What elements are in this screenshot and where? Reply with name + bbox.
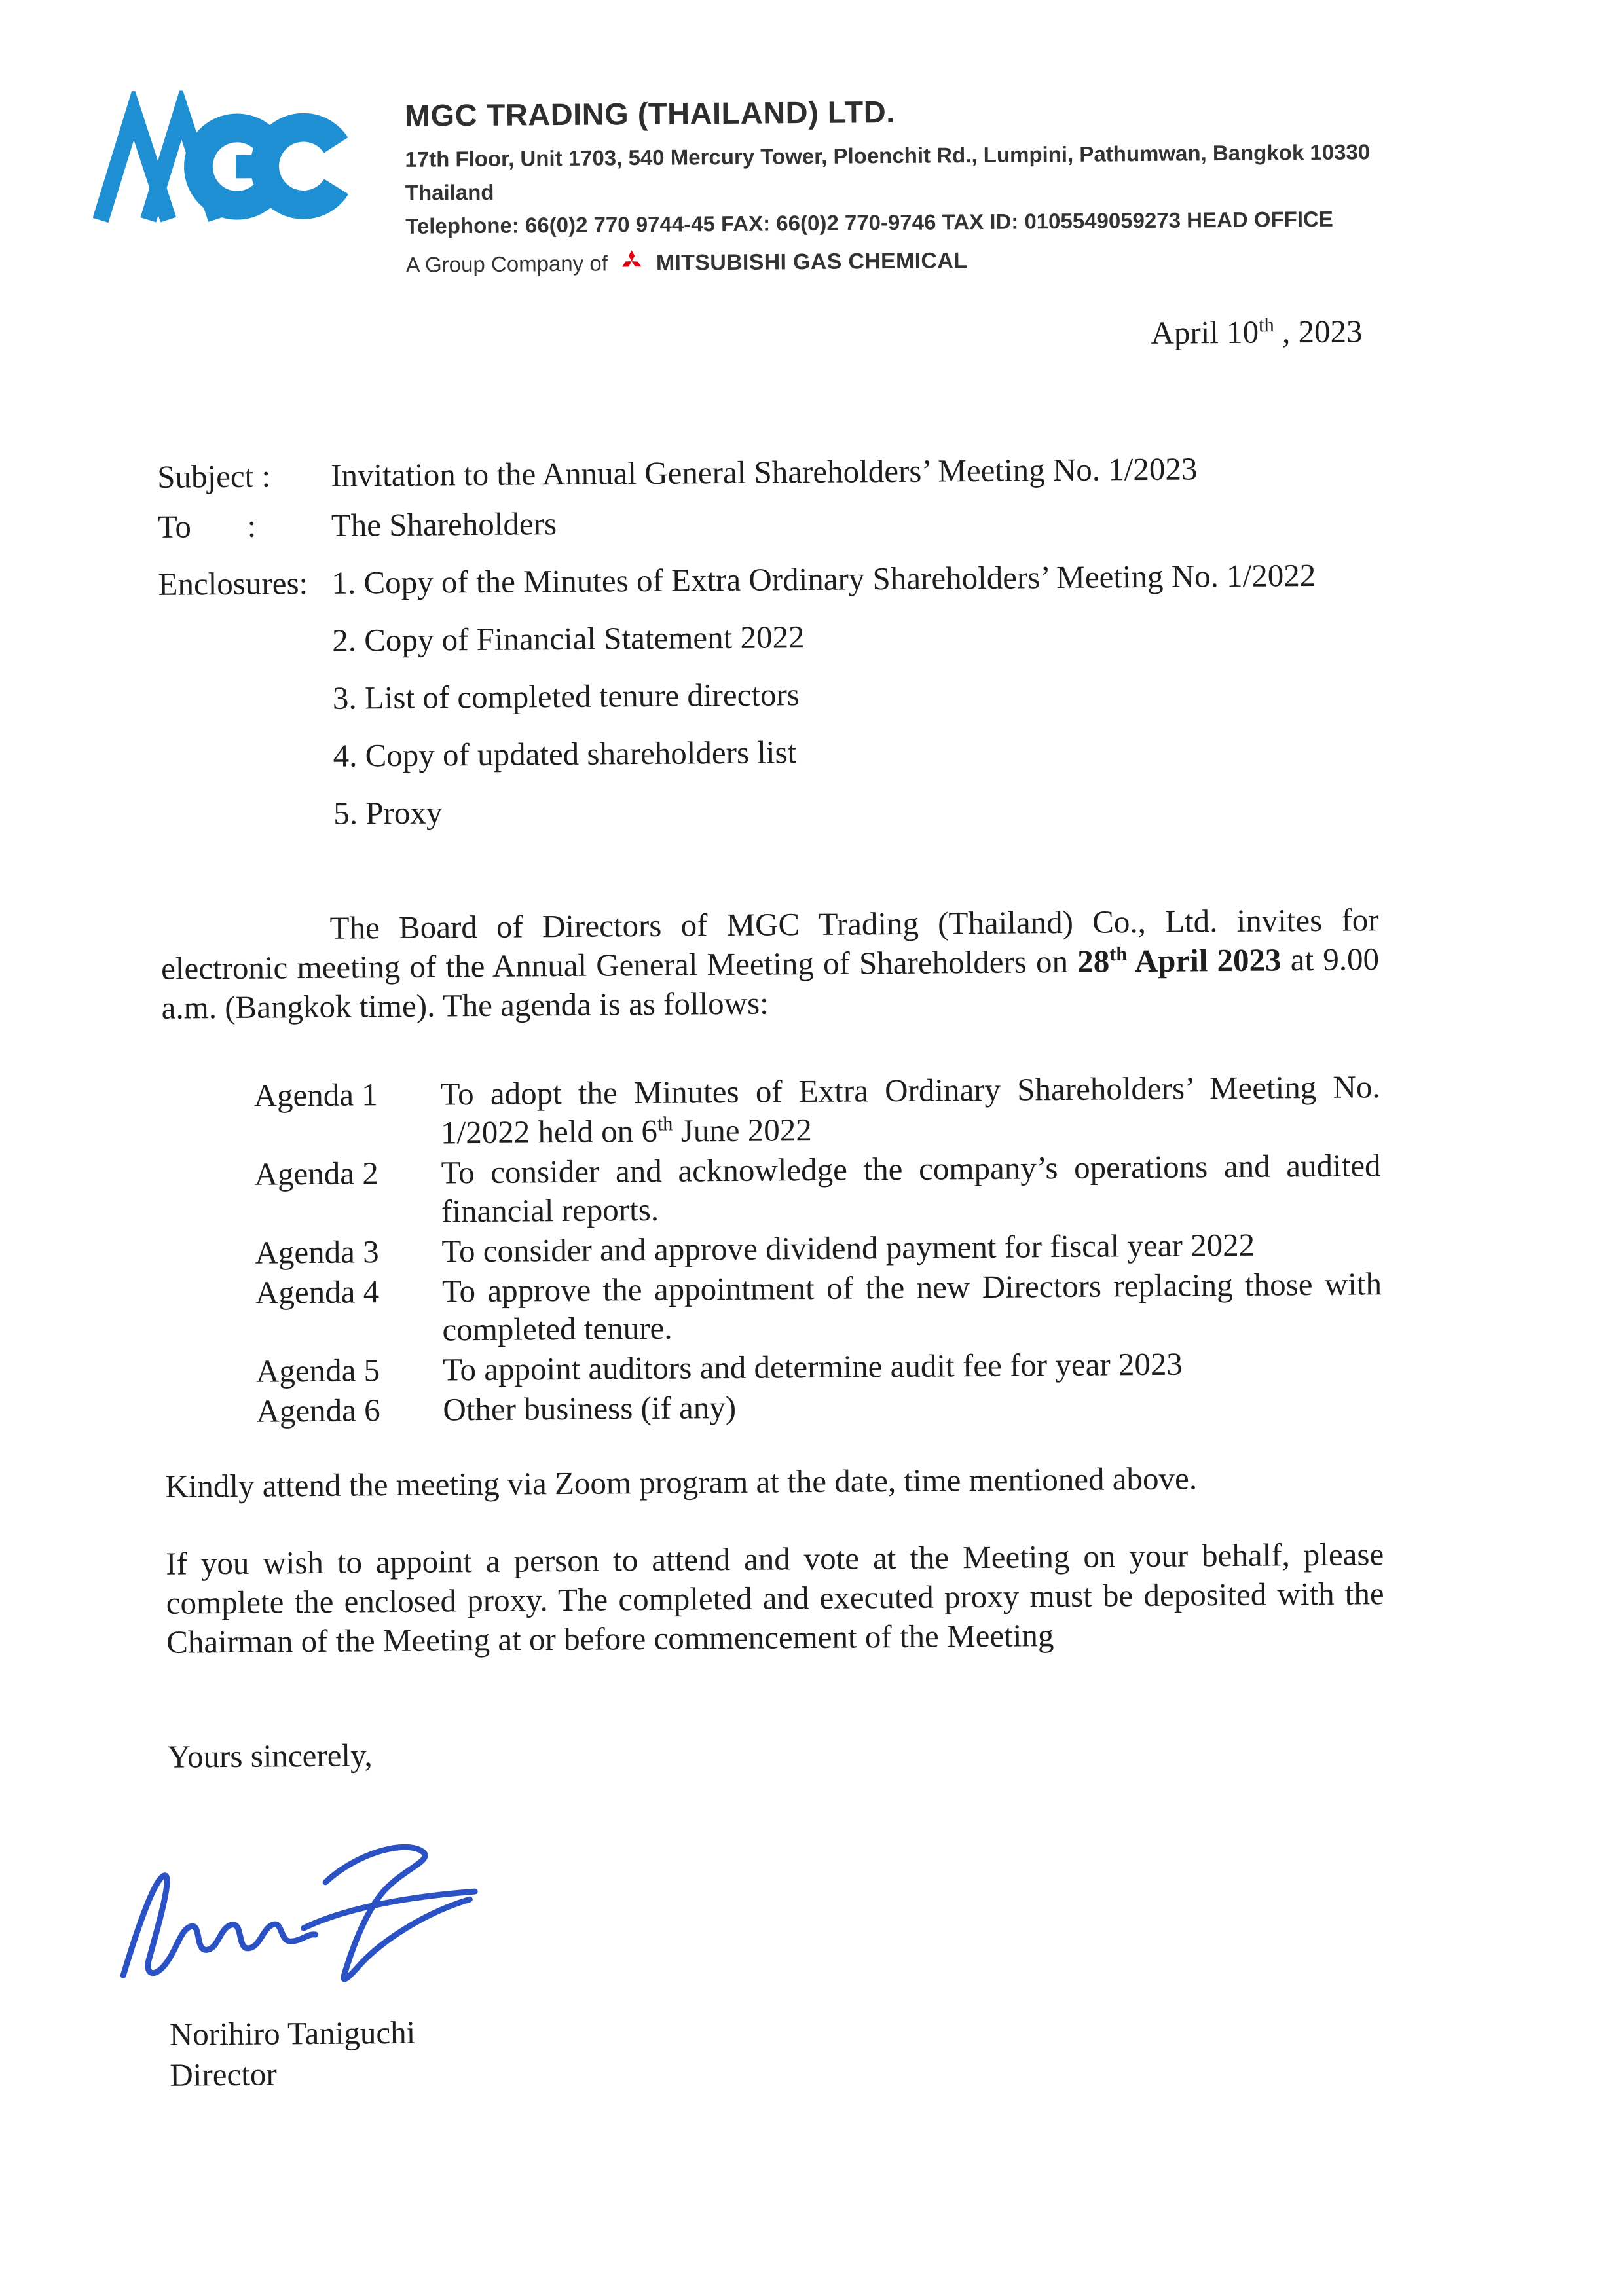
enclosures-spacer [158, 621, 332, 662]
agenda-label: Agenda 4 [255, 1273, 380, 1311]
enclosures-spacer [160, 794, 333, 835]
mitsubishi-diamond-top [629, 250, 635, 261]
company-name: MGC TRADING (THAILAND) LTD. [404, 94, 895, 133]
enclosure-item: 3. List of completed tenure directors [332, 676, 800, 716]
enclosure-item: 5. Proxy [333, 794, 443, 831]
agenda-item [256, 1383, 1382, 1430]
letterhead-text [405, 77, 1423, 282]
mgc-logo [92, 89, 359, 237]
agenda-ordinal: th [657, 1112, 673, 1135]
agenda-item [255, 1264, 1382, 1351]
agenda-list [253, 1067, 1382, 1430]
enclosure-item: 4. Copy of updated shareholders list [333, 734, 797, 774]
agenda-label: Agenda 1 [253, 1076, 378, 1114]
agenda-item [253, 1067, 1380, 1154]
enclosures-row [159, 670, 1377, 720]
agenda-text: To consider and acknowledge the company’s operations and audited financial reports. [441, 1147, 1381, 1230]
letter-body [156, 313, 1388, 2096]
enclosures-row [160, 786, 1378, 835]
intro-text-after: at 9.00 a.m. (Bangkok time). The agenda is as follows: [161, 941, 1380, 1026]
date-text: April 10 [1151, 314, 1259, 351]
kindly-paragraph: Kindly attend the meeting via Zoom program at the date, time mentioned above. [165, 1460, 1198, 1504]
group-company-name: MITSUBISHI GAS CHEMICAL [655, 247, 968, 276]
group-company-line [405, 240, 1422, 282]
valediction: Yours sincerely, [167, 1737, 373, 1775]
enclosures-row [159, 728, 1377, 777]
agenda-text: Other business (if any) [443, 1389, 737, 1428]
agenda-label: Agenda 6 [256, 1392, 380, 1429]
date-ordinal: th [1258, 314, 1274, 337]
intro-text: The Board of Directors of MGC Trading (Thailand) Co., Ltd. invites for electronic meeting of the Annual General Meeting of Shareholders on [160, 902, 1379, 987]
company-address: 17th Floor, Unit 1703, 540 Mercury Tower, Ploenchit Rd., Lumpini, Pathumwan, Bangkok 10330 Thailand [405, 139, 1371, 205]
enclosure-item: 1. Copy of the Minutes of Extra Ordinary Shareholders’ Meeting No. 1/2022 [331, 556, 1316, 601]
company-contact: Telephone: 66(0)2 770 9744-45 FAX: 66(0)2 770-9746 TAX ID: 0105549059273 HEAD OFFICE [405, 206, 1333, 238]
enclosures-row [158, 555, 1376, 604]
enclosure-item: 2. Copy of Financial Statement 2022 [331, 619, 805, 659]
agenda-item [254, 1146, 1381, 1232]
agenda-text-segment: To adopt the Minutes of Extra Ordinary Shareholders’ Meeting No. 1/2022 held on 6 [440, 1068, 1380, 1151]
signer-title: Director [170, 2056, 277, 2093]
agenda-text-segment: June 2022 [673, 1112, 813, 1149]
meeting-date-bold [1077, 941, 1282, 979]
signature-handwriting-icon [115, 1810, 483, 2009]
signer-name: Norihiro Taniguchi [169, 2014, 416, 2052]
group-prefix: A Group Company of [405, 250, 608, 277]
signature-stroke-first-name [122, 1874, 316, 1975]
agenda-text: To approve the appointment of the new Directors replacing those with completed tenure. [441, 1266, 1382, 1348]
agenda-label: Agenda 2 [254, 1155, 378, 1192]
mgc-logo-icon [92, 89, 359, 234]
subject-row [157, 448, 1375, 497]
intro-paragraph [160, 900, 1379, 1028]
agenda-label: Agenda 3 [255, 1233, 379, 1271]
mgc-logo-c-arc [265, 127, 337, 205]
enclosures-row [158, 613, 1376, 662]
mitsubishi-three-diamonds-icon [618, 246, 646, 280]
letter-meta [157, 448, 1378, 835]
enclosures-spacer [159, 737, 333, 777]
to-label: To : [157, 507, 257, 545]
signature [115, 1803, 1387, 2009]
mitsubishi-diamond-right [632, 261, 642, 267]
enclosures-spacer [159, 679, 333, 720]
signature-stroke-flourish [303, 1891, 475, 1928]
to-row [158, 498, 1376, 547]
to-value: The Shareholders [331, 505, 557, 543]
subject-value: Invitation to the Annual General Shareholders’ Meeting No. 1/2023 [330, 450, 1198, 494]
agenda-item [256, 1343, 1382, 1391]
subject-label: Subject : [157, 458, 271, 495]
agenda-label: Agenda 5 [255, 1352, 380, 1389]
agenda-text: To consider and approve dividend payment for fiscal year 2022 [441, 1226, 1255, 1269]
enclosures-label: Enclosures: [158, 565, 308, 602]
agenda-item [255, 1224, 1381, 1272]
meeting-day: 28 [1077, 943, 1110, 979]
agenda-text: To appoint auditors and determine audit fee for year 2023 [442, 1345, 1183, 1388]
meeting-month-year: April 2023 [1127, 941, 1282, 979]
date-year: , 2023 [1274, 313, 1363, 350]
letterhead [92, 77, 1423, 284]
agenda-text [440, 1067, 1380, 1152]
mitsubishi-diamond-left [622, 261, 632, 267]
letter-date [156, 313, 1374, 359]
proxy-paragraph: If you wish to appoint a person to attend and vote at the Meeting on your behalf, please complete the enclosed proxy. The completed and executed proxy must be deposited with the Chairman of the Meeting at or before commencement of the Meeting [166, 1536, 1384, 1660]
meeting-day-ordinal: th [1109, 942, 1128, 966]
